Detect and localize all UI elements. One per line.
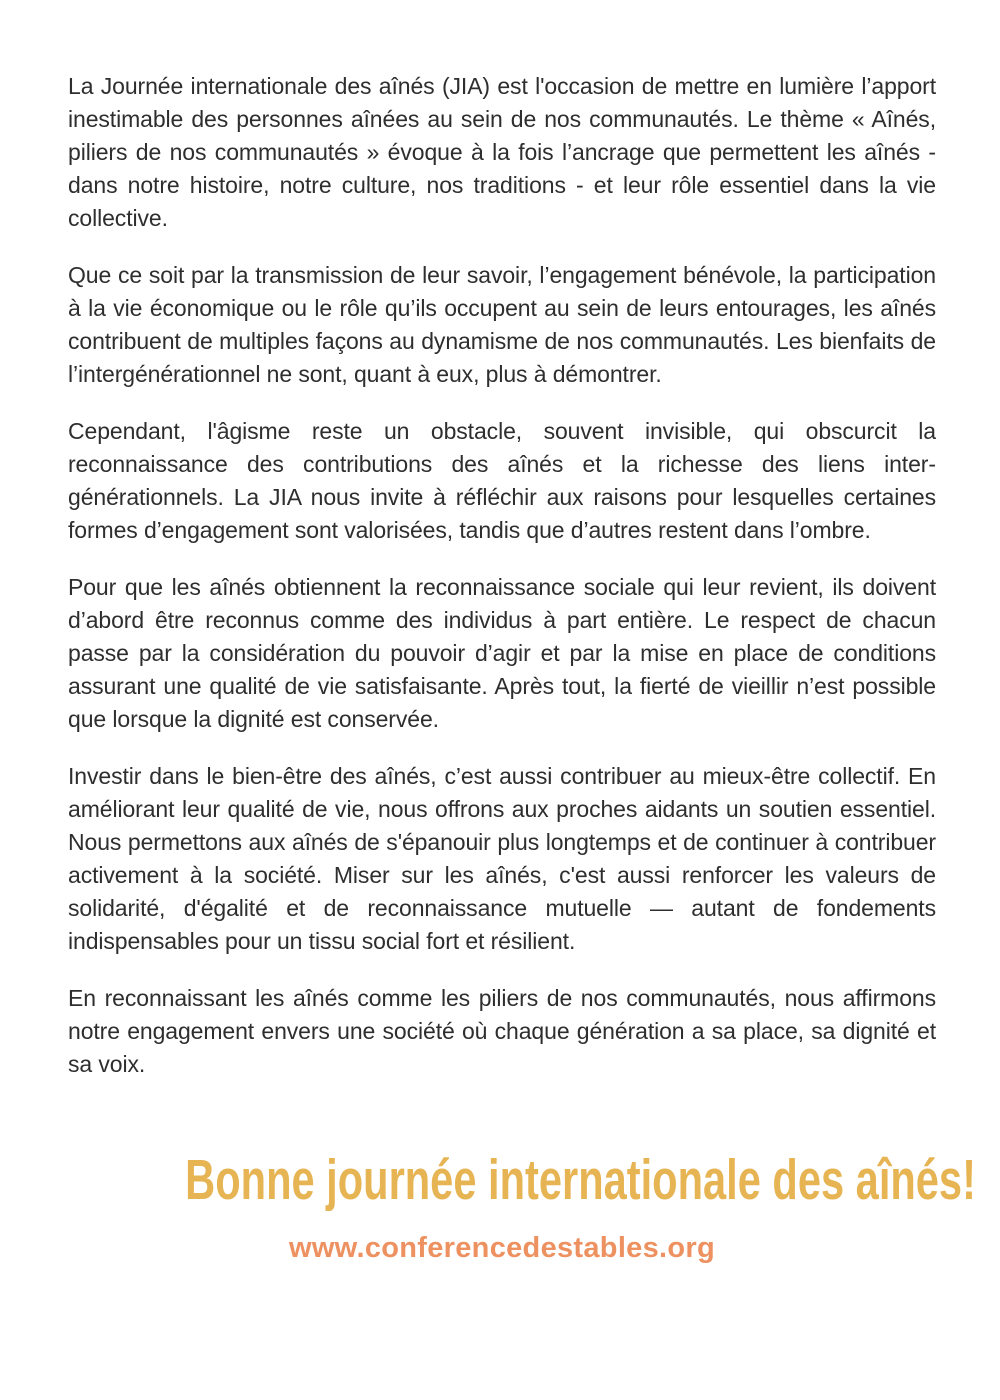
paragraph-intro: La Journée internationale des aînés (JIA) est l'occasion de mettre en lumière l’apport inestimable des personnes aînées au sein de nos communautés. Le thème « Aînés, piliers de nos communautés » évoque à la fois l’ancrage que permettent les aînés - dans notre histoire, notre culture, nos traditions - et leur rôle essentiel dans la vie collective.	[68, 73, 936, 231]
paragraph-conclusion: En reconnaissant les aînés comme les piliers de nos communautés, nous affirmons notre engagement envers une société où chaque génération a sa place, sa dignité et sa voix.	[68, 985, 936, 1077]
paragraph-contributions: Que ce soit par la transmission de leur savoir, l’engagement bénévole, la participation à la vie économique ou le rôle qu’ils occupent au sein de leurs entourages, les aînés contribuent de multiples façons au dynamisme de nos communautés. Les bienfaits de l’intergénérationnel ne sont, quant à eux, plus à démontrer.	[68, 262, 936, 387]
body-text	[68, 70, 936, 1081]
paragraph-reconnaissance: Pour que les aînés obtiennent la reconnaissance sociale qui leur revient, ils doivent d’abord être reconnus comme des individus à part entière. Le respect de chacun passe par la considération du pouvoir d’agir et par la mise en place de conditions assurant une qualité de vie satisfaisante. Après tout, la fierté de vieillir n’est possible que lorsque la dignité est conservée.	[68, 574, 936, 732]
paragraph-agisme: Cependant, l'âgisme reste un obstacle, souvent invisible, qui obscurcit la reconnaissance des contributions des aînés et la richesse des liens intergénérationnels. La JIA nous invite à réfléchir aux raisons pour lesquelles certaines formes d’engagement sont valorisées, tandis que d’autres restent dans l’ombre.	[68, 418, 936, 543]
website-link[interactable]: www.conferencedestables.org	[288, 1232, 716, 1264]
closing-headline: Bonne journée internationale des aînés!	[185, 1148, 976, 1212]
paragraph-investir: Investir dans le bien-être des aînés, c’est aussi contribuer au mieux-être collectif. En améliorant leur qualité de vie, nous offrons aux proches aidants un soutien essentiel. Nous permettons aux aînés de s'épanouir plus longtemps et de continuer à contribuer activement à la société. Miser sur les aînés, c'est aussi renforcer les valeurs de solidarité, d'égalité et de reconnaissance mutuelle — autant de fondements indispensables pour un tissu social fort et résilient.	[68, 763, 936, 954]
